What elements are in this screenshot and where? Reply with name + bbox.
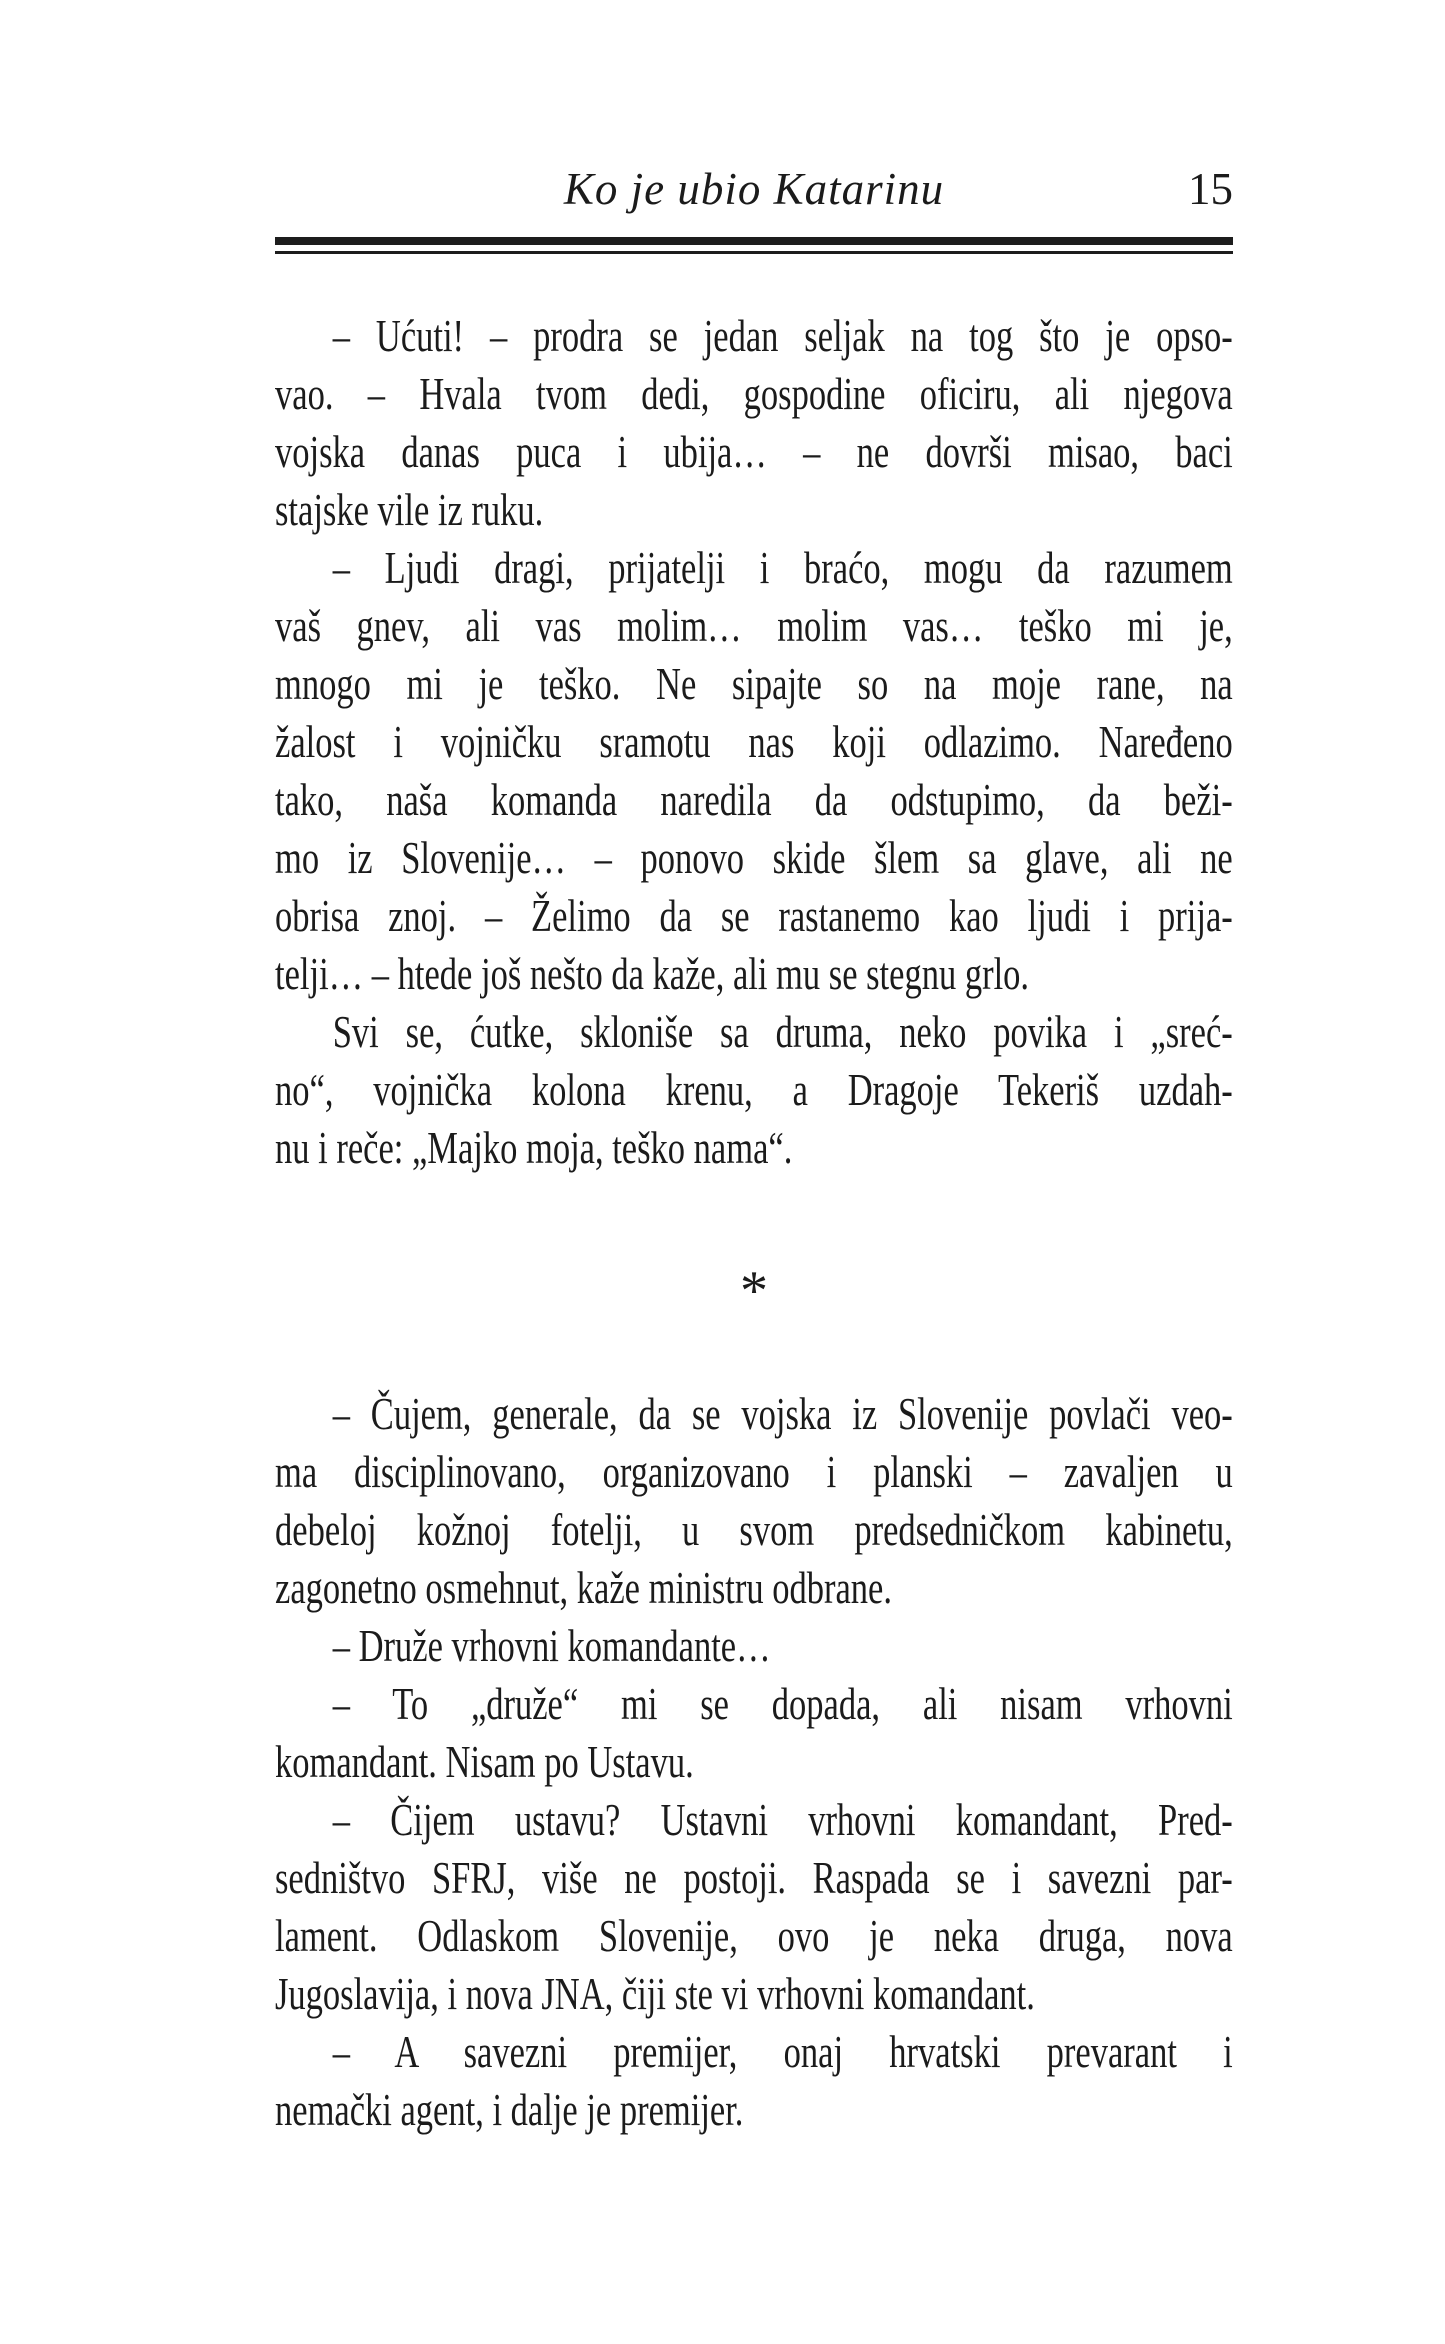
- running-header: [275, 160, 1233, 218]
- text-line: komandant. Nisam po Ustavu.: [275, 1736, 694, 1787]
- text-line: – Ljudi dragi, prijatelji i braćo, mogu da razumem: [332, 542, 1233, 593]
- paragraph: [275, 1791, 1233, 2023]
- text-line: lament. Odlaskom Slovenije, ovo je neka druga, nova: [275, 1910, 1233, 1961]
- text-line: – Ućuti! – prodra se jedan seljak na tog što je opso-: [332, 310, 1233, 361]
- section-separator-asterisk: *: [740, 1260, 768, 1322]
- text-line: vao. – Hvala tvom dedi, gospodine oficiru, ali njegova: [275, 368, 1233, 419]
- header-rule: [275, 237, 1233, 254]
- text-line: Jugoslavija, i nova JNA, čiji ste vi vrhovni komandant.: [275, 1968, 1035, 2019]
- text-line: Svi se, ćutke, skloniše sa druma, neko povika i „sreć-: [332, 1006, 1233, 1057]
- paragraph: [275, 539, 1233, 1003]
- text-line: vojska danas puca i ubija… – ne dovrši misao, baci: [275, 426, 1233, 477]
- text-line: nemački agent, i dalje je premijer.: [275, 2084, 744, 2135]
- paragraph: [275, 1003, 1233, 1177]
- paragraph: [275, 1617, 1233, 1675]
- paragraph: [275, 307, 1233, 539]
- text-line: sedništvo SFRJ, više ne postoji. Raspada se i savezni par-: [275, 1852, 1233, 1903]
- text-line: tako, naša komanda naredila da odstupimo, da beži-: [275, 774, 1233, 825]
- text-line: stajske vile iz ruku.: [275, 484, 544, 535]
- text-line: – Druže vrhovni komandante…: [332, 1620, 771, 1671]
- text-line: mo iz Slovenije… – ponovo skide šlem sa glave, ali ne: [275, 832, 1233, 883]
- text-line: zagonetno osmehnut, kaže ministru odbrane.: [275, 1562, 892, 1613]
- section-withdrawal-scene: [275, 307, 1233, 1177]
- paragraph: [275, 1675, 1233, 1791]
- paragraph: [275, 2023, 1233, 2139]
- text-line: nu i reče: „Majko moja, teško nama“.: [275, 1122, 793, 1173]
- section-cabinet-scene: [275, 1385, 1233, 2139]
- text-line: obrisa znoj. – Želimo da se rastanemo kao ljudi i prija-: [275, 890, 1233, 941]
- text-line: žalost i vojničku sramotu nas koji odlazimo. Naređeno: [275, 716, 1233, 767]
- text-line: debeloj kožnoj fotelji, u svom predsedničkom kabinetu,: [275, 1504, 1233, 1555]
- text-line: mnogo mi je teško. Ne sipajte so na moje rane, na: [275, 658, 1233, 709]
- text-line: vaš gnev, ali vas molim… molim vas… teško mi je,: [275, 600, 1233, 651]
- page-body: [275, 307, 1233, 2139]
- running-title: Ko je ubio Katarinu: [563, 164, 945, 214]
- paragraph: [275, 1385, 1233, 1617]
- text-line: – Čijem ustavu? Ustavni vrhovni komandant, Pred-: [332, 1794, 1233, 1845]
- text-line: ma disciplinovano, organizovano i planski – zavaljen u: [275, 1446, 1233, 1497]
- text-line: no“, vojnička kolona krenu, a Dragoje Tekeriš uzdah-: [275, 1064, 1233, 1115]
- text-line: – A savezni premijer, onaj hrvatski prevarant i: [332, 2026, 1233, 2077]
- text-line: telji… – htede još nešto da kaže, ali mu se stegnu grlo.: [275, 948, 1030, 999]
- text-line: – Čujem, generale, da se vojska iz Slovenije povlači veo-: [332, 1388, 1233, 1439]
- text-line: – To „druže“ mi se dopada, ali nisam vrhovni: [332, 1678, 1233, 1729]
- page-number: 15: [1188, 164, 1233, 214]
